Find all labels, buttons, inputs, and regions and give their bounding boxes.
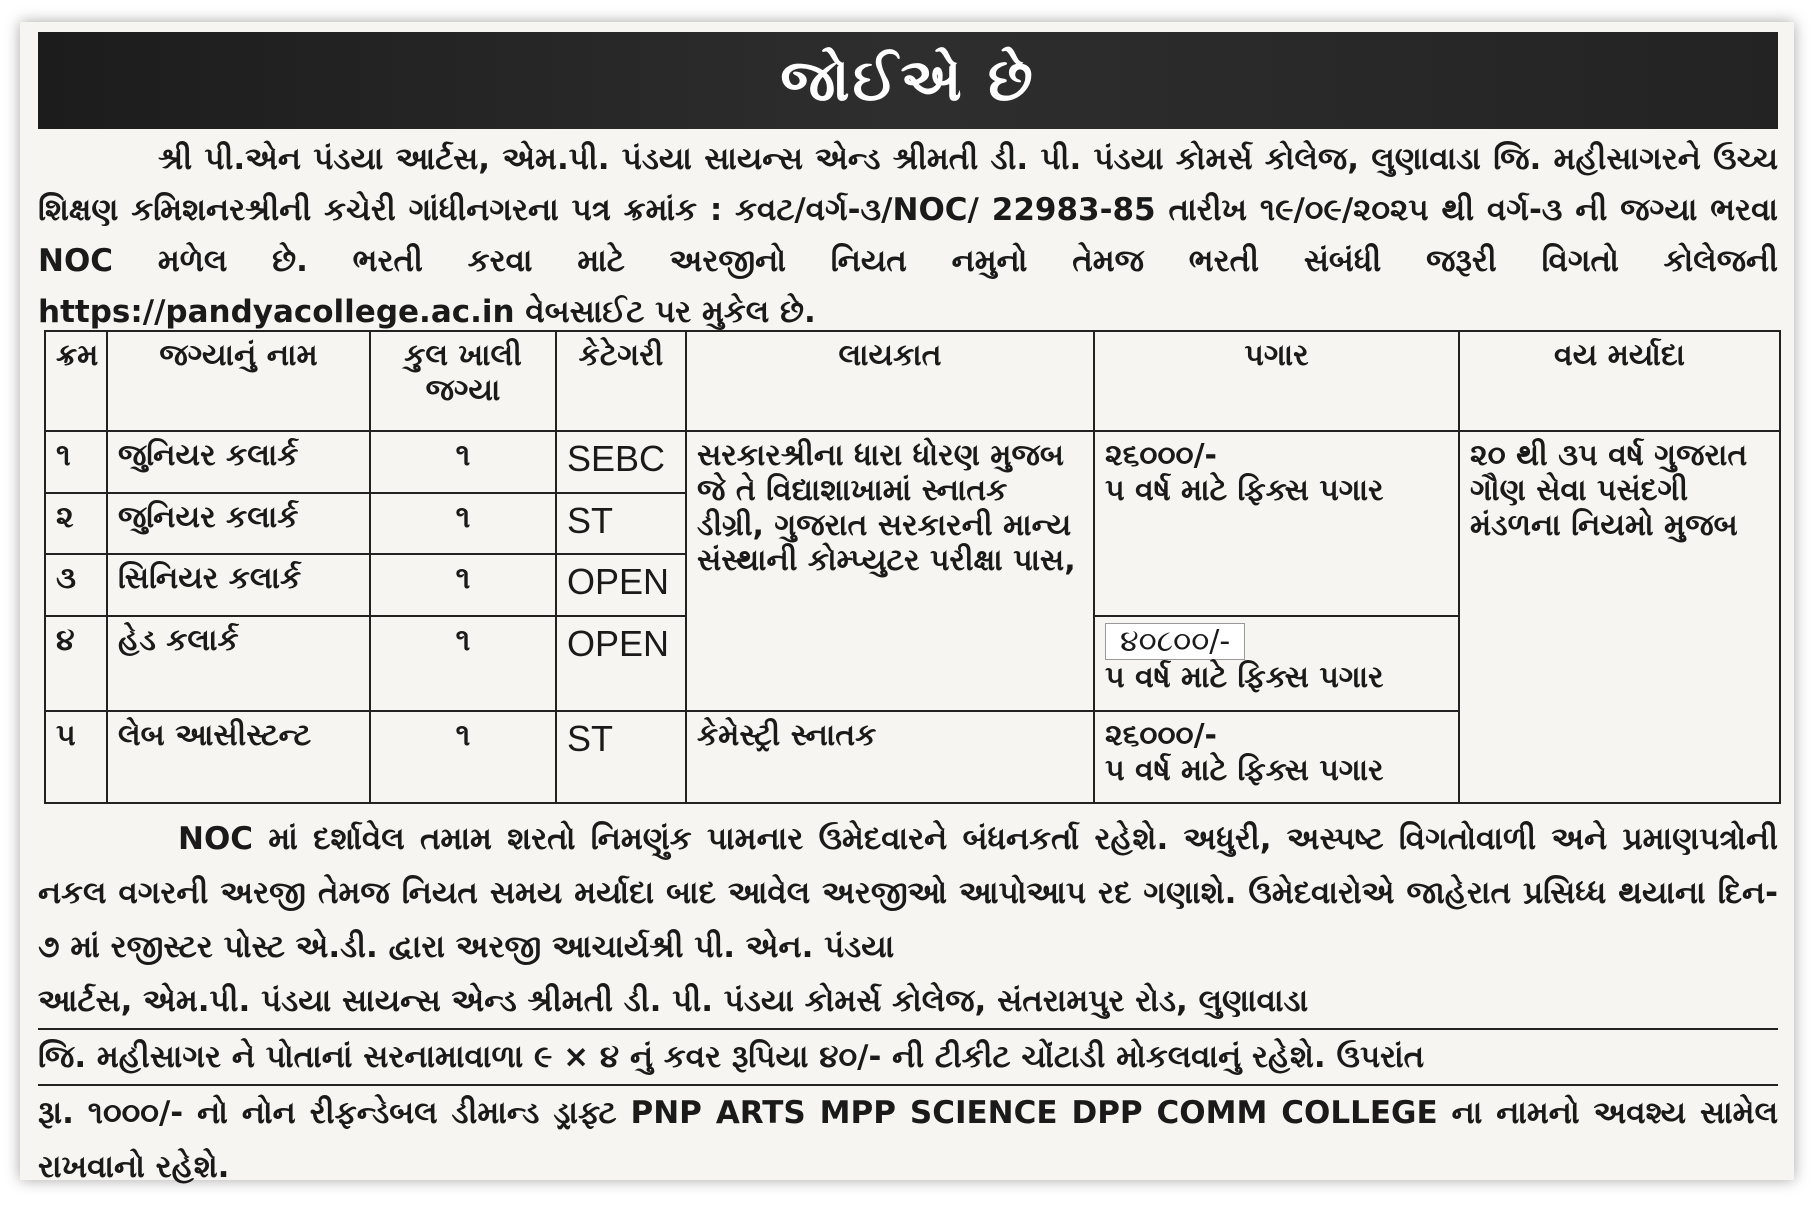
salary-note: ૫ વર્ષ માટે ફિક્સ પગાર: [1105, 473, 1384, 508]
header-salary: પગાર: [1094, 331, 1459, 431]
header-vacancy: કુલ ખાલી જગ્યા: [370, 331, 556, 431]
cell-category: SEBC: [556, 431, 686, 493]
newspaper-clipping: [20, 22, 1794, 1185]
terms-paragraph: [38, 812, 1778, 1194]
intro-text: શ્રી પી.એન પંડયા આર્ટસ, એમ.પી. પંડયા સાયન્સ એન્ડ શ્રીમતી ડી. પી. પંડયા કોમર્સ કોલેજ, લુણાવાડા જિ. મહીસાગરને ઉચ્ચ શિક્ષણ કમિશનરશ્રીની કચેરી ગાંધીનગરના પત્ર ક્રમાંક : કવટ/વર્ગ-૩/NOC/ 22983-85 તારીખ ૧૯/૦૯/૨૦૨૫ થી વર્ગ-૩ ની જગ્યા ભરવા NOC મળેલ છે. ભરતી કરવા માટે અરજીનો નિયત નમુનો તેમજ ભરતી સંબંધી જરૂરી વિગતો કોલેજની https://pandyacollege.ac.in વેબસાઈટ પર મુકેલ છે.: [38, 141, 1778, 330]
cell-sr: ૫: [45, 711, 107, 803]
heading-banner: [38, 32, 1778, 129]
cell-category: OPEN: [556, 616, 686, 711]
cell-age-limit: ૨૦ થી ૩૫ વર્ષ ગુજરાત ગૌણ સેવા પસંદગી મંડળના નિયમો મુજબ: [1459, 431, 1780, 803]
salary-note: ૫ વર્ષ માટે ફિક્સ પગાર: [1105, 752, 1384, 788]
cell-post: જુનિયર કલાર્ક: [107, 493, 370, 555]
cell-category: ST: [556, 493, 686, 555]
header-age: વય મર્યાદા: [1459, 331, 1780, 431]
cell-post: જુનિયર કલાર્ક: [107, 431, 370, 493]
salary-amount-box: ૪૦૮૦૦/-: [1105, 623, 1245, 660]
vacancy-table: [44, 330, 1781, 804]
cell-post: લેબ આસીસ્ટન્ટ: [107, 711, 370, 803]
salary-note: ૫ વર્ષ માટે ફિક્સ પગાર: [1105, 659, 1384, 695]
cell-category: OPEN: [556, 554, 686, 616]
header-qualification: લાયકાત: [686, 331, 1094, 431]
terms-line-1: [38, 812, 1778, 974]
intro-paragraph: [38, 134, 1778, 338]
cell-sr: ૩: [45, 554, 107, 616]
cell-salary-1: [1094, 431, 1459, 616]
banner-title: જોઈએ છે: [780, 46, 1036, 114]
cell-sr: ૧: [45, 431, 107, 493]
cell-vacancy: ૧: [370, 711, 556, 803]
cell-post: સિનિયર કલાર્ક: [107, 554, 370, 616]
terms-line-3: જિ. મહીસાગર ને પોતાનાં સરનામાવાળા ૯ × ૪ નું કવર રૂપિયા ૪૦/- ની ટીકીટ ચોંટાડી મોકલવાનું રહેશે. ઉપરાંત: [38, 1030, 1778, 1086]
cell-post: હેડ કલાર્ક: [107, 616, 370, 711]
table-header-row: [45, 331, 1780, 431]
cell-sr: ૨: [45, 493, 107, 555]
header-sr: ક્રમ: [45, 331, 107, 431]
cell-qualification-main: સરકારશ્રીના ધારા ધોરણ મુજબ જે તે વિદ્યાશાખામાં સ્નાતક ડીગ્રી, ગુજરાત સરકારની માન્ય સંસ્થાની કોમ્પ્યુટર પરીક્ષા પાસ,: [686, 431, 1094, 711]
cell-qualification-lab: કેમેસ્ટ્રી સ્નાતક: [686, 711, 1094, 803]
cell-sr: ૪: [45, 616, 107, 711]
salary-amount: ૨૬૦૦૦/-: [1105, 438, 1217, 473]
terms-line-4: રૂા. ૧૦૦૦/- નો નોન રીફન્ડેબલ ડીમાન્ડ ડ્રાફ્ટ PNP ARTS MPP SCIENCE DPP COMM COLLEGE ના નામનો અવશ્ય સામેલ રાખવાનો રહેશે.: [38, 1095, 1778, 1185]
cell-vacancy: ૧: [370, 554, 556, 616]
cell-vacancy: ૧: [370, 493, 556, 555]
cell-vacancy: ૧: [370, 616, 556, 711]
header-category: કેટેગરી: [556, 331, 686, 431]
terms-text-1: NOC માં દર્શાવેલ તમામ શરતો નિમણુંક પામનાર ઉમેદવારને બંધનકર્તા રહેશે. અધુરી, અસ્પષ્ટ વિગતોવાળી અને પ્રમાણપત્રોની નકલ વગરની અરજી તેમજ નિયત સમય મર્યાદા બાદ આવેલ અરજીઓ આપોઆપ રદ ગણાશે. ઉમેદવારોએ જાહેરાત પ્રસિધ્ધ થયાના દિન- ૭ માં રજીસ્ટર પોસ્ટ એ.ડી. દ્વારા અરજી આચાર્યશ્રી પી. એન. પંડયા: [38, 821, 1778, 965]
cell-salary-2: [1094, 616, 1459, 711]
header-post: જગ્યાનું નામ: [107, 331, 370, 431]
cell-vacancy: ૧: [370, 431, 556, 493]
terms-line-2: આર્ટસ, એમ.પી. પંડયા સાયન્સ એન્ડ શ્રીમતી ડી. પી. પંડયા કોમર્સ કોલેજ, સંતરામપુર રોડ, લુણાવાડા: [38, 974, 1778, 1030]
cell-category: ST: [556, 711, 686, 803]
salary-amount: ૨૬૦૦૦/-: [1105, 717, 1217, 753]
cell-salary-3: [1094, 711, 1459, 803]
table-row: [45, 431, 1780, 493]
